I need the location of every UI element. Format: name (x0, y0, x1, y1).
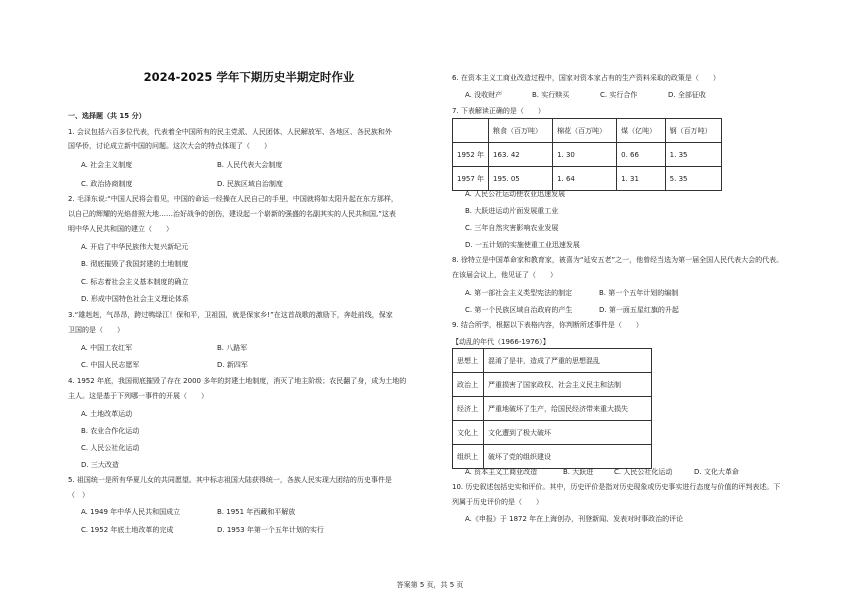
production-table (452, 118, 722, 191)
q2-stem-line1: 2. 毛泽东说:“中国人民将会看见，中国的命运一经操在人民自己的手里，中国就将如太阳升起在东方那样， (68, 195, 398, 203)
q4-option-b: B. 农业合作化运动 (81, 427, 140, 435)
q5-stem-line1: 5. 祖国统一是所有华夏儿女的共同愿望。其中标志祖国大陆获得统一，各族人民实现大团结的历史事件是 (68, 476, 392, 484)
q5-stem-line2: （ ） (68, 491, 89, 499)
q7-option-c: C. 三年自然灾害影响农业发展 (465, 224, 559, 232)
q1-stem-line2: 国华侨，讨论成立新中国的问题。这次大会的特点体现了（ ） (68, 142, 271, 150)
table-row (453, 373, 652, 397)
table-cell: 严重损害了国家政权、社会主义民主和法制 (484, 373, 652, 397)
q9-option-d: D. 文化大革命 (694, 468, 739, 476)
q3-option-d: D. 新四军 (217, 361, 248, 369)
table-cell: 1. 30 (553, 143, 617, 167)
table-cell: 163. 42 (489, 143, 553, 167)
table-cell: 0. 66 (617, 143, 666, 167)
q3-option-c: C. 中国人民志愿军 (81, 361, 140, 369)
table-cell: 严重地破坏了生产，给国民经济带来重大损失 (484, 397, 652, 421)
q6-option-b: B. 实行赎买 (532, 91, 570, 99)
table-row (453, 167, 722, 191)
table-cell: 5. 35 (665, 167, 721, 191)
table-row (453, 397, 652, 421)
q1-option-b: B. 人民代表大会制度 (217, 161, 283, 169)
q2-option-c: C. 标志着社会主义基本制度的确立 (81, 278, 189, 286)
q9-table-caption: 【动乱的年代（1966-1976）】 (452, 338, 550, 346)
q1-stem-line1: 1. 会议包括六百多位代表，代表着全中国所有的民主党派、人民团体、人民解放军、各地区、各民族和外 (68, 128, 392, 136)
q1-option-a: A. 社会主义制度 (81, 161, 133, 169)
q8-option-d: D. 第一面五星红旗的升起 (599, 306, 679, 314)
table-cell: 1957 年 (453, 167, 489, 191)
q9-option-a: A. 资本主义工商业改造 (465, 468, 538, 476)
table-row (453, 421, 652, 445)
q6-option-d: D. 全部征收 (668, 91, 706, 99)
q4-stem-line1: 4. 1952 年底，我国彻底摧毁了存在 2000 多年的封建土地制度，消灭了地主阶级；农民翻了身，成为土地的 (68, 377, 407, 385)
section-heading: 一、选择题（共 15 分） (68, 112, 146, 120)
table-cell: 混淆了是非，造成了严重的思想混乱 (484, 349, 652, 373)
table-cell: 文化上 (453, 421, 484, 445)
q9-option-b: B. 大跃进 (563, 468, 594, 476)
q7-option-d: D. 一五计划的实施使重工业迅速发展 (465, 241, 580, 249)
table-cell: 破坏了党的组织建设 (484, 445, 652, 469)
q4-option-c: C. 人民公社化运动 (81, 444, 140, 452)
q8-option-c: C. 第一个民族区域自治政府的产生 (465, 306, 573, 314)
table-cell: 经济上 (453, 397, 484, 421)
table-cell: 1. 35 (665, 143, 721, 167)
table-header-cell: 粮食（百万吨） (489, 119, 553, 143)
q7-option-b: B. 大跃进运动片面发展重工业 (465, 207, 559, 215)
q6-option-a: A. 没收财产 (465, 91, 503, 99)
page-title: 2024-2025 学年下期历史半期定时作业 (143, 70, 355, 84)
page-footer: 答案第 5 页，共 5 页 (396, 581, 464, 589)
q6-option-c: C. 实行合作 (600, 91, 638, 99)
q8-option-a: A. 第一部社会主义类型宪法的制定 (465, 289, 573, 297)
q10-stem-line2: 列属于历史评价的是（ ） (452, 498, 543, 506)
table-header-cell: 煤（亿吨） (617, 119, 666, 143)
table-cell: 1. 64 (553, 167, 617, 191)
table-row (453, 349, 652, 373)
table-cell: 195. 05 (489, 167, 553, 191)
q4-stem-line2: 主人。这是基于下列哪一事件的开展（ ） (68, 392, 208, 400)
q2-option-b: B. 彻底摧毁了我国封建的土地制度 (81, 260, 189, 268)
table-row (453, 143, 722, 167)
table-header-row (453, 119, 722, 143)
q6-stem: 6. 在资本主义工商业改造过程中，国家对资本家占有的生产资料采取的政策是（ ） (452, 74, 720, 82)
q5-option-c: C. 1952 年底土地改革的完成 (81, 526, 174, 534)
q5-option-a: A. 1949 年中华人民共和国成立 (81, 508, 181, 516)
q1-option-d: D. 民族区域自治制度 (217, 180, 283, 188)
q5-option-b: B. 1951 年西藏和平解放 (217, 508, 296, 516)
q2-stem-line2: 以自己的辉耀的光焰普照大地……治好战争的创伤，建设起一个崭新的强盛的名副其实的人民共和国,”这表 (68, 210, 396, 218)
q5-option-d: D. 1953 年第一个五年计划的实行 (217, 526, 324, 534)
q10-stem-line1: 10. 历史叙述包括史实和评价。其中，历史评价是指对历史现象或历史事实进行态度与价值的评判表述。下 (452, 483, 781, 491)
q4-option-a: A. 土地改革运动 (81, 410, 133, 418)
q2-option-d: D. 形成中国特色社会主义理论体系 (81, 295, 189, 303)
table-cell: 1. 31 (617, 167, 666, 191)
table-cell: 1952 年 (453, 143, 489, 167)
q9-stem: 9. 结合所学，根据以下表格内容，你判断所述事件是（ ） (452, 321, 643, 329)
table-cell: 组织上 (453, 445, 484, 469)
q7-stem: 7. 下表解读正确的是（ ） (452, 107, 545, 115)
q7-option-a: A. 人民公社运动使农业迅速发展 (465, 190, 566, 198)
q8-stem-line2: 在该届会议上，他见证了（ ） (452, 271, 557, 279)
table-cell: 思想上 (453, 349, 484, 373)
table-cell: 政治上 (453, 373, 484, 397)
table-header-cell: 棉花（百万吨） (553, 119, 617, 143)
q3-stem-line2: 卫国的是（ ） (68, 326, 124, 334)
table-header-cell (453, 119, 489, 143)
q4-option-d: D. 三大改造 (81, 461, 119, 469)
q2-option-a: A. 开启了中华民族伟大复兴新纪元 (81, 243, 189, 251)
q8-stem-line1: 8. 徐特立是中国革命家和教育家，被喜为“延安五老”之一，他曾经当选为第一届全国人民代表大会的代表。 (452, 256, 784, 264)
q8-option-b: B. 第一个五年计划的编制 (599, 289, 679, 297)
q10-option-a: A.《申报》于 1872 年在上海创办，刊登新闻、发表对时事政治的评论 (465, 515, 684, 523)
q3-option-a: A. 中国工农红军 (81, 344, 133, 352)
q3-option-b: B. 八路军 (217, 344, 248, 352)
q3-stem-line1: 3.“雄赳赳，气昂昂，跨过鸭绿江！保和平，卫祖国，就是保家乡!”在这首战歌的激励下，奔赴前线，保家 (68, 311, 393, 319)
q1-option-c: C. 政治协商制度 (81, 180, 133, 188)
table-cell: 文化遭到了极大破坏 (484, 421, 652, 445)
q9-option-c: C. 人民公社化运动 (614, 468, 673, 476)
table-header-cell: 钢（百万吨） (665, 119, 721, 143)
q2-stem-line3: 明中华人民共和国的建立（ ） (68, 225, 173, 233)
table-row (453, 445, 652, 469)
turmoil-table (452, 348, 652, 469)
